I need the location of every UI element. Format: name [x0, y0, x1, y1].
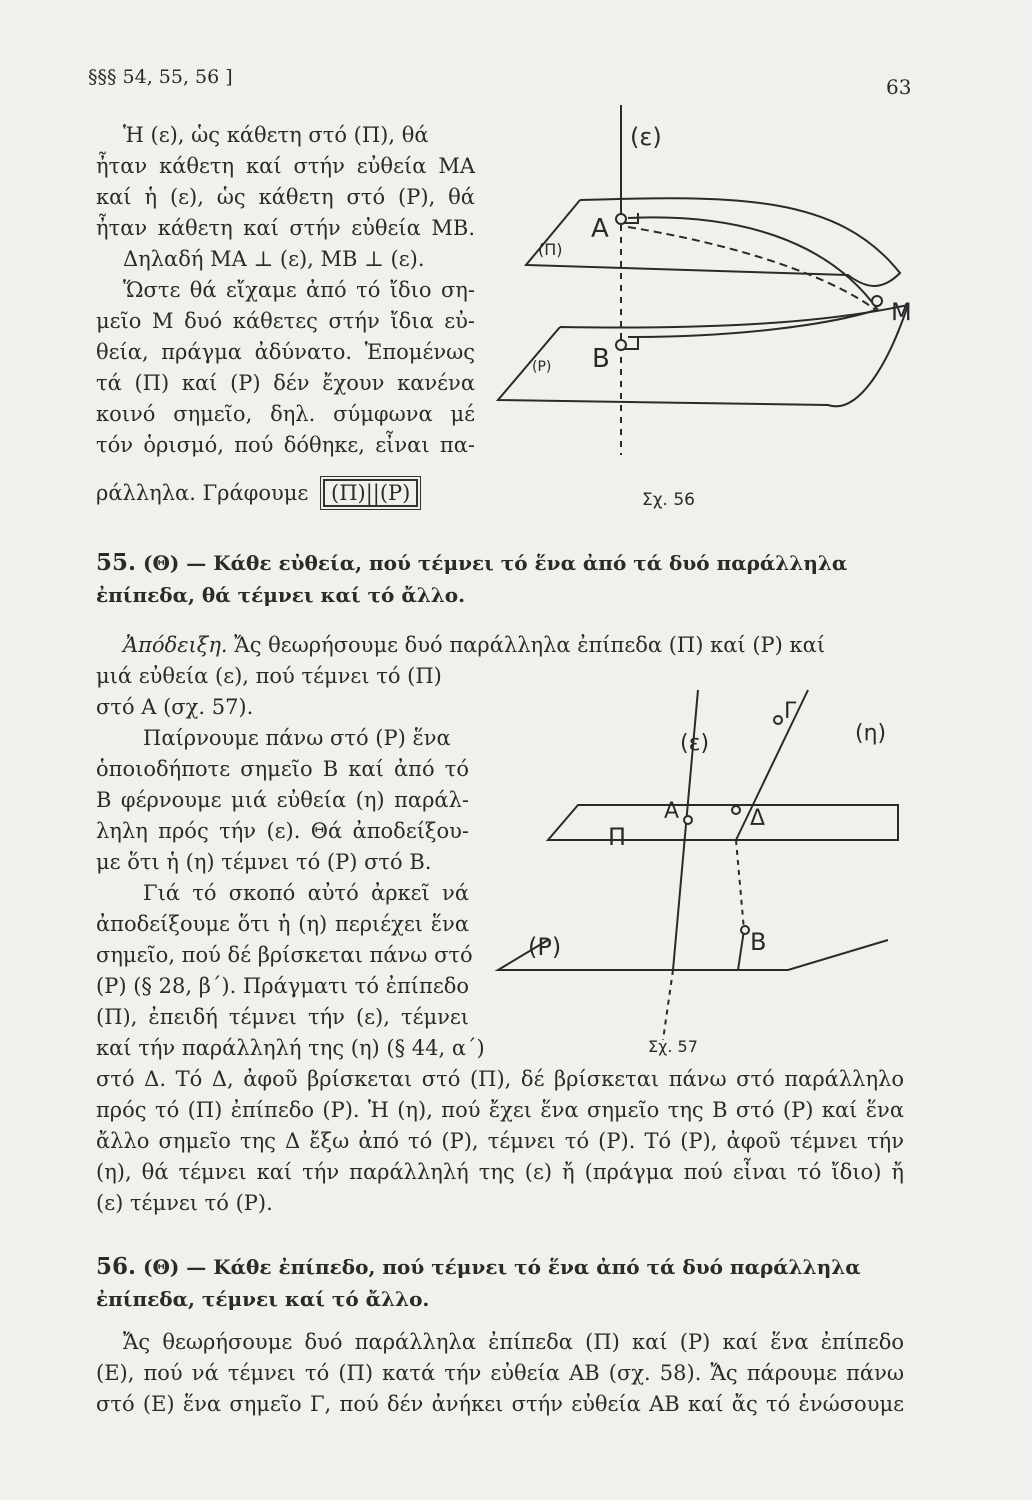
point-g [774, 716, 782, 724]
proof-first-line [123, 630, 825, 661]
theorem-statement-cont: ἐπίπεδα, τέμνει καί τό ἄλλο. [96, 1287, 430, 1311]
text-line: κοινό σημεῖο, δηλ. σύμφωνα μέ [96, 402, 475, 426]
section-54-last-line [96, 478, 418, 509]
section-56-text [96, 1327, 904, 1420]
text-line: ὁποιοδήποτε σημεῖο Β καί ἀπό τό [96, 757, 469, 781]
point-a [616, 214, 626, 224]
label-e: (ε) [630, 123, 662, 151]
label-pi: (Π) [538, 240, 563, 259]
label-e: (ε) [680, 731, 710, 756]
text-line: (η), θά τέμνει καί τήν παράλληλή της (ε) ἤ (πράγμα πού εἶναι τό ἴδιο) ἤ [96, 1160, 904, 1184]
label-g: Γ [784, 699, 797, 724]
text-line: ράλληλα. Γράφουμε [96, 481, 309, 505]
text-line: Γιά τό σκοπό αὐτό ἀρκεῖ νά [143, 881, 469, 905]
label-rho: (Ρ) [528, 933, 562, 961]
text-line: στό (Ε) ἕνα σημεῖο Γ, πού δέν ἀνήκει στήν εὐθεία ΑΒ καί ἄς τό ἑνώσουμε [96, 1392, 904, 1416]
text-line: Ἡ (ε), ὡς κάθετη στό (Π), θά [123, 123, 429, 147]
text-line: μεῖο Μ δυό κάθετες στήν ἴδια εὐ- [96, 309, 475, 333]
point-b [741, 926, 749, 934]
line-ma [628, 217, 878, 310]
label-m: Μ [891, 298, 912, 326]
figure-56 [488, 105, 928, 515]
text-line: Ὥστε θά εἴχαμε ἀπό τό ἴδιο ση- [123, 278, 475, 302]
text-line: Ἄς θεωρήσουμε δυό παράλληλα ἐπίπεδα (Π) καί (Ρ) καί ἕνα ἐπίπεδο [123, 1330, 904, 1354]
text-line: Παίρνουμε πάνω στό (Ρ) ἕνα [143, 726, 451, 750]
figure-57 [488, 680, 918, 1060]
section-number: 56. [96, 1253, 137, 1280]
section-55-full-text [96, 1064, 904, 1219]
theorem-statement-cont: ἐπίπεδα, θά τέμνει καί τό ἄλλο. [96, 583, 466, 607]
text-line: Δηλαδή ΜΑ ⊥ (ε), ΜΒ ⊥ (ε). [123, 247, 425, 271]
label-b: Β [592, 344, 610, 374]
text-line: τά (Π) καί (Ρ) δέν ἔχουν κανένα [96, 371, 475, 395]
section-number: 55. [96, 549, 137, 576]
line-eta-upper [736, 690, 808, 840]
line-eta-hidden [736, 840, 744, 930]
point-d [732, 806, 740, 814]
label-b: Β [750, 928, 767, 956]
text-line: σημεῖο, πού δέ βρίσκεται πάνω στό [96, 943, 473, 967]
section-55-narrow-text [96, 661, 485, 1064]
point-a [684, 816, 692, 824]
text-line: καί ἡ (ε), ὡς κάθετη στό (Ρ), θά [96, 185, 475, 209]
text-line: ληλη πρός τήν (ε). Θά ἀποδείξου- [96, 819, 469, 843]
point-b [616, 340, 626, 350]
page-number: 63 [886, 75, 912, 99]
section-56-heading [96, 1252, 861, 1282]
section-54-text [96, 120, 475, 461]
text-line: θεία, πράγμα ἀδύνατο. Ἑπομένως [96, 340, 475, 364]
label-rho: (Ρ) [532, 359, 552, 375]
text-line: (Ρ) (§ 28, β΄). Πράγματι τό ἐπίπεδο [96, 974, 469, 998]
label-a: Α [591, 214, 609, 244]
running-header: §§§ 54, 55, 56 ] [88, 66, 233, 88]
label-a: Α [664, 799, 680, 824]
boxed-formula: (Π)||(Ρ) [323, 479, 418, 507]
text-line: Ἄς θεωρήσουμε δυό παράλληλα ἐπίπεδα (Π) καί (Ρ) καί [234, 633, 826, 657]
text-line: με ὅτι ἡ (η) τέμνει τό (Ρ) στό Β. [96, 850, 432, 874]
text-line: τόν ὁρισμό, πού δόθηκε, εἶναι πα- [96, 433, 475, 457]
text-line: στό Α (σχ. 57). [96, 695, 254, 719]
proof-label: Ἀπόδειξη. [123, 633, 228, 657]
line-e-below [663, 970, 673, 1040]
figure-56-caption: Σχ. 56 [642, 490, 696, 510]
plane-rho [498, 305, 908, 406]
plane-pi [548, 805, 898, 840]
text-line: (ε) τέμνει τό (Ρ). [96, 1191, 273, 1215]
text-line: στό Δ. Τό Δ, ἀφοῦ βρίσκεται στό (Π), δέ βρίσκεται πάνω στό παράλληλο [96, 1067, 904, 1091]
text-line: πρός τό (Π) ἐπίπεδο (Ρ). Ἡ (η), πού ἔχει ἕνα σημεῖο της Β στό (Ρ) καί ἕνα [96, 1098, 904, 1122]
text-line: καί τήν παράλληλή της (η) (§ 44, α΄) [96, 1036, 485, 1060]
text-line: ἦταν κάθετη καί στήν εὐθεία ΜΒ. [96, 216, 475, 240]
label-d: Δ [750, 806, 766, 831]
text-line: ἀποδείξουμε ὅτι ἡ (η) περιέχει ἕνα [96, 912, 469, 936]
text-line: (Π), ἐπειδή τέμνει τήν (ε), τέμνει [96, 1005, 469, 1029]
text-line: ἦταν κάθετη καί στήν εὐθεία ΜΑ [96, 154, 475, 178]
label-pi: Π [608, 823, 627, 851]
text-line: Β φέρνουμε μιά εὐθεία (η) παράλ- [96, 788, 469, 812]
theorem-statement: (Θ) — Κάθε ἐπίπεδο, πού τέμνει τό ἕνα ἀπό τά δυό παράλληλα [142, 1255, 861, 1279]
text-line: μιά εὐθεία (ε), πού τέμνει τό (Π) [96, 664, 442, 688]
text-line: (Ε), πού νά τέμνει τό (Π) κατά τήν εὐθεία ΑΒ (σχ. 58). Ἄς πάρουμε πάνω [96, 1361, 904, 1385]
label-eta: (η) [855, 721, 887, 746]
point-m [872, 296, 882, 306]
section-55-heading [96, 548, 847, 578]
line-eta-lower [738, 930, 744, 970]
text-line: ἄλλο σημεῖο της Δ ἔξω ἀπό τό (Ρ), τέμνει τό (Ρ). Τό (Ρ), ἀφοῦ τέμνει τήν [96, 1129, 904, 1153]
theorem-statement: (Θ) — Κάθε εὐθεία, πού τέμνει τό ἕνα ἀπό τά δυό παράλληλα [142, 551, 848, 575]
figure-57-caption: Σχ. 57 [648, 1037, 698, 1056]
